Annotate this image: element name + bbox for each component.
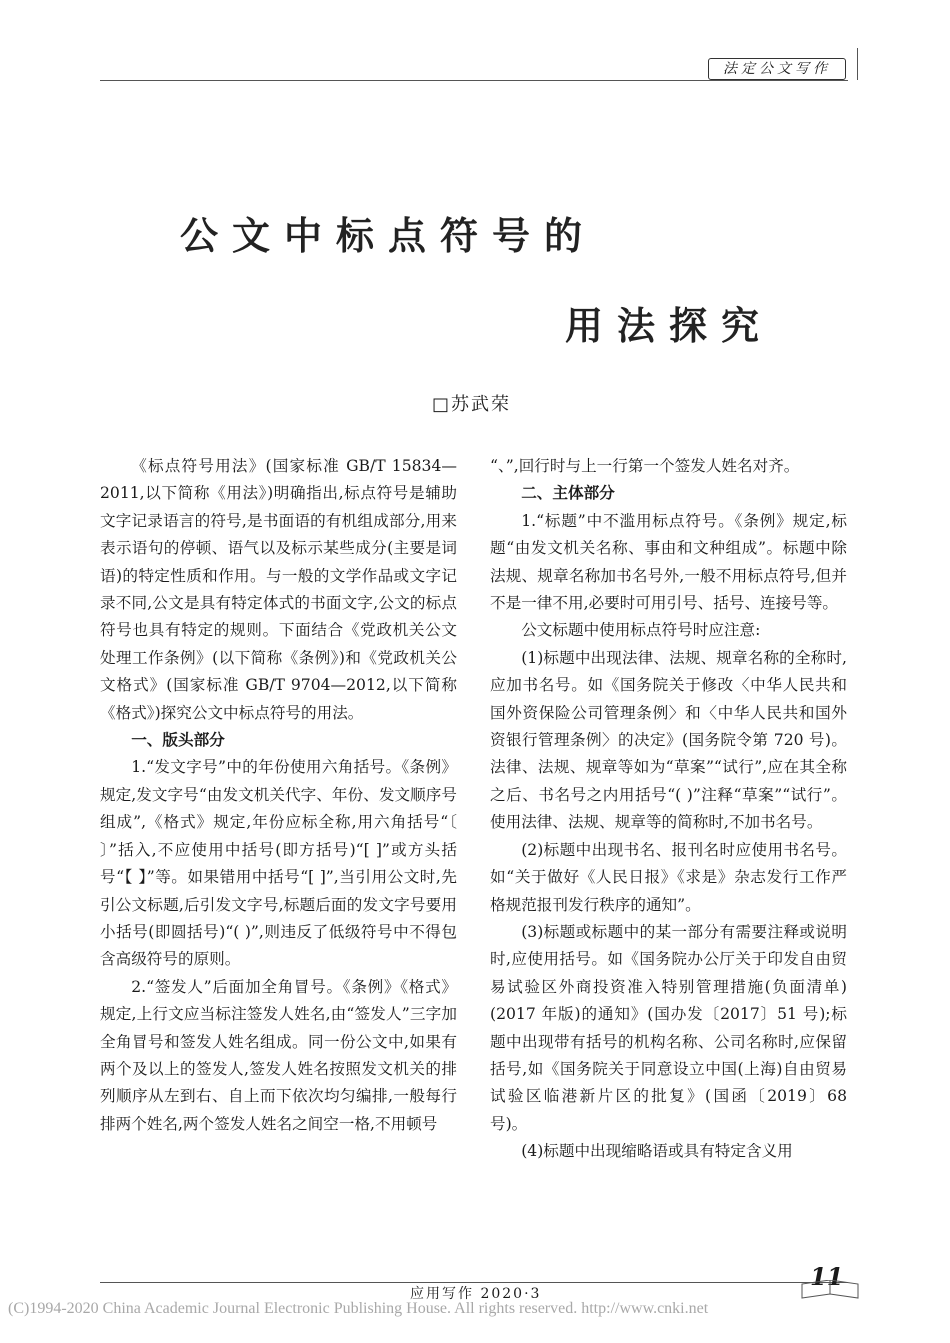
paragraph: (3)标题或标题中的某一部分有需要注释或说明时,应使用括号。如《国务院办公厅关于印发自由贸易试验区外商投资准入特别管理措施(负面清单)(2017 年版)的通知》(国办发〔2017〕51 号);标题中出现带有括号的机构名称、公司名称时,应保留括号,如《国务院关于同意设立中国(上海)自由贸易试验区临港新片区的批复》(国函〔2019〕68 号)。	[490, 922, 847, 1133]
paragraph: 2.“签发人”后面加全角冒号。《条例》《格式》规定,上行文应当标注签发人姓名,由“签发人”三字加全角冒号和签发人姓名组成。同一份公文中,如果有两个及以上的签发人,签发人姓名按照发文机关的排列顺序从左到右、自上而下依次均匀编排,一般每行排两个姓名,两个签发人姓名之间空一格,不用顿号	[100, 977, 457, 1133]
article-title-line-1: 公文中标点符号的	[180, 214, 597, 258]
paragraph: 《标点符号用法》(国家标准 GB/T 15834—2011,以下简称《用法》)明确指出,标点符号是辅助文字记录语言的符号,是书面语的有机组成部分,用来表示语句的停顿、语气以及标示某些成分(主要是词语)的特定性质和作用。与一般的文学作品或文字记录不同,公文是具有特定体式的书面文字,公文的标点符号也具有特定的规则。下面结合《党政机关公文处理工作条例》(以下简称《条例》)和《党政机关公文格式》(国家标准 GB/T 9704—2012,以下简称《格式》)探究公文中标点符号的用法。	[100, 457, 457, 722]
left-column	[100, 453, 457, 1138]
article-author: □苏武荣	[432, 394, 512, 415]
copyright-watermark: (C)1994-2020 China Academic Journal Electronic Publishing House. All rights reserved. http://www.cnki.net	[8, 1300, 709, 1317]
article-title-line-2: 用法探究	[565, 304, 774, 348]
paragraph: 1.“发文字号”中的年份使用六角括号。《条例》规定,发文字号“由发文机关代字、年份、发文顺序号组成”,《格式》规定,年份应标全称,用六角括号“〔 〕”括入,不应使用中括号(即方括号)“[ ]”或方头括号“【 】”等。如果错用中括号“[ ]”,当引用公文时,先引公文标题,后引发文字号,标题后面的发文字号要用小括号(即圆括号)“( )”,则违反了低级符号中不得包含高级符号的原则。	[100, 758, 457, 969]
header-rule	[100, 80, 848, 81]
book-icon	[800, 1280, 860, 1300]
journal-footer: 应用写作 2020·3	[410, 1286, 542, 1302]
section-tag: 法定公文写作	[708, 58, 846, 80]
right-column	[490, 453, 847, 1166]
section-heading: 二、主体部分	[521, 484, 615, 503]
paragraph: 公文标题中使用标点符号时应注意:	[521, 621, 761, 640]
header-divider-vertical	[857, 48, 858, 80]
paragraph: (2)标题中出现书名、报刊名时应使用书名号。如“关于做好《人民日报》《求是》杂志发行工作严格规范报刊发行秩序的通知”。	[490, 840, 847, 914]
section-heading: 一、版头部分	[131, 731, 225, 750]
paragraph: (1)标题中出现法律、法规、规章名称的全称时,应加书名号。如《国务院关于修改〈中华人民共和国外资保险公司管理条例〉和〈中华人民共和国外资银行管理条例〉的决定》(国务院令第 720 号)。法律、法规、规章等如为“草案”“试行”,应在其全称之后、书名号之内用括号“( )”注释“草案”“试行”。使用法律、法规、规章等的简称时,不加书名号。	[490, 648, 847, 832]
page-number: 11	[810, 1262, 844, 1291]
paragraph: 1.“标题”中不滥用标点符号。《条例》规定,标题“由发文机关名称、事由和文种组成”。标题中除法规、规章名称加书名号外,一般不用标点符号,但并不是一律不用,必要时可用引号、括号、连接号等。	[490, 511, 847, 613]
paragraph: (4)标题中出现缩略语或具有特定含义用	[521, 1142, 793, 1161]
paragraph: “、”,回行时与上一行第一个签发人姓名对齐。	[490, 457, 800, 475]
